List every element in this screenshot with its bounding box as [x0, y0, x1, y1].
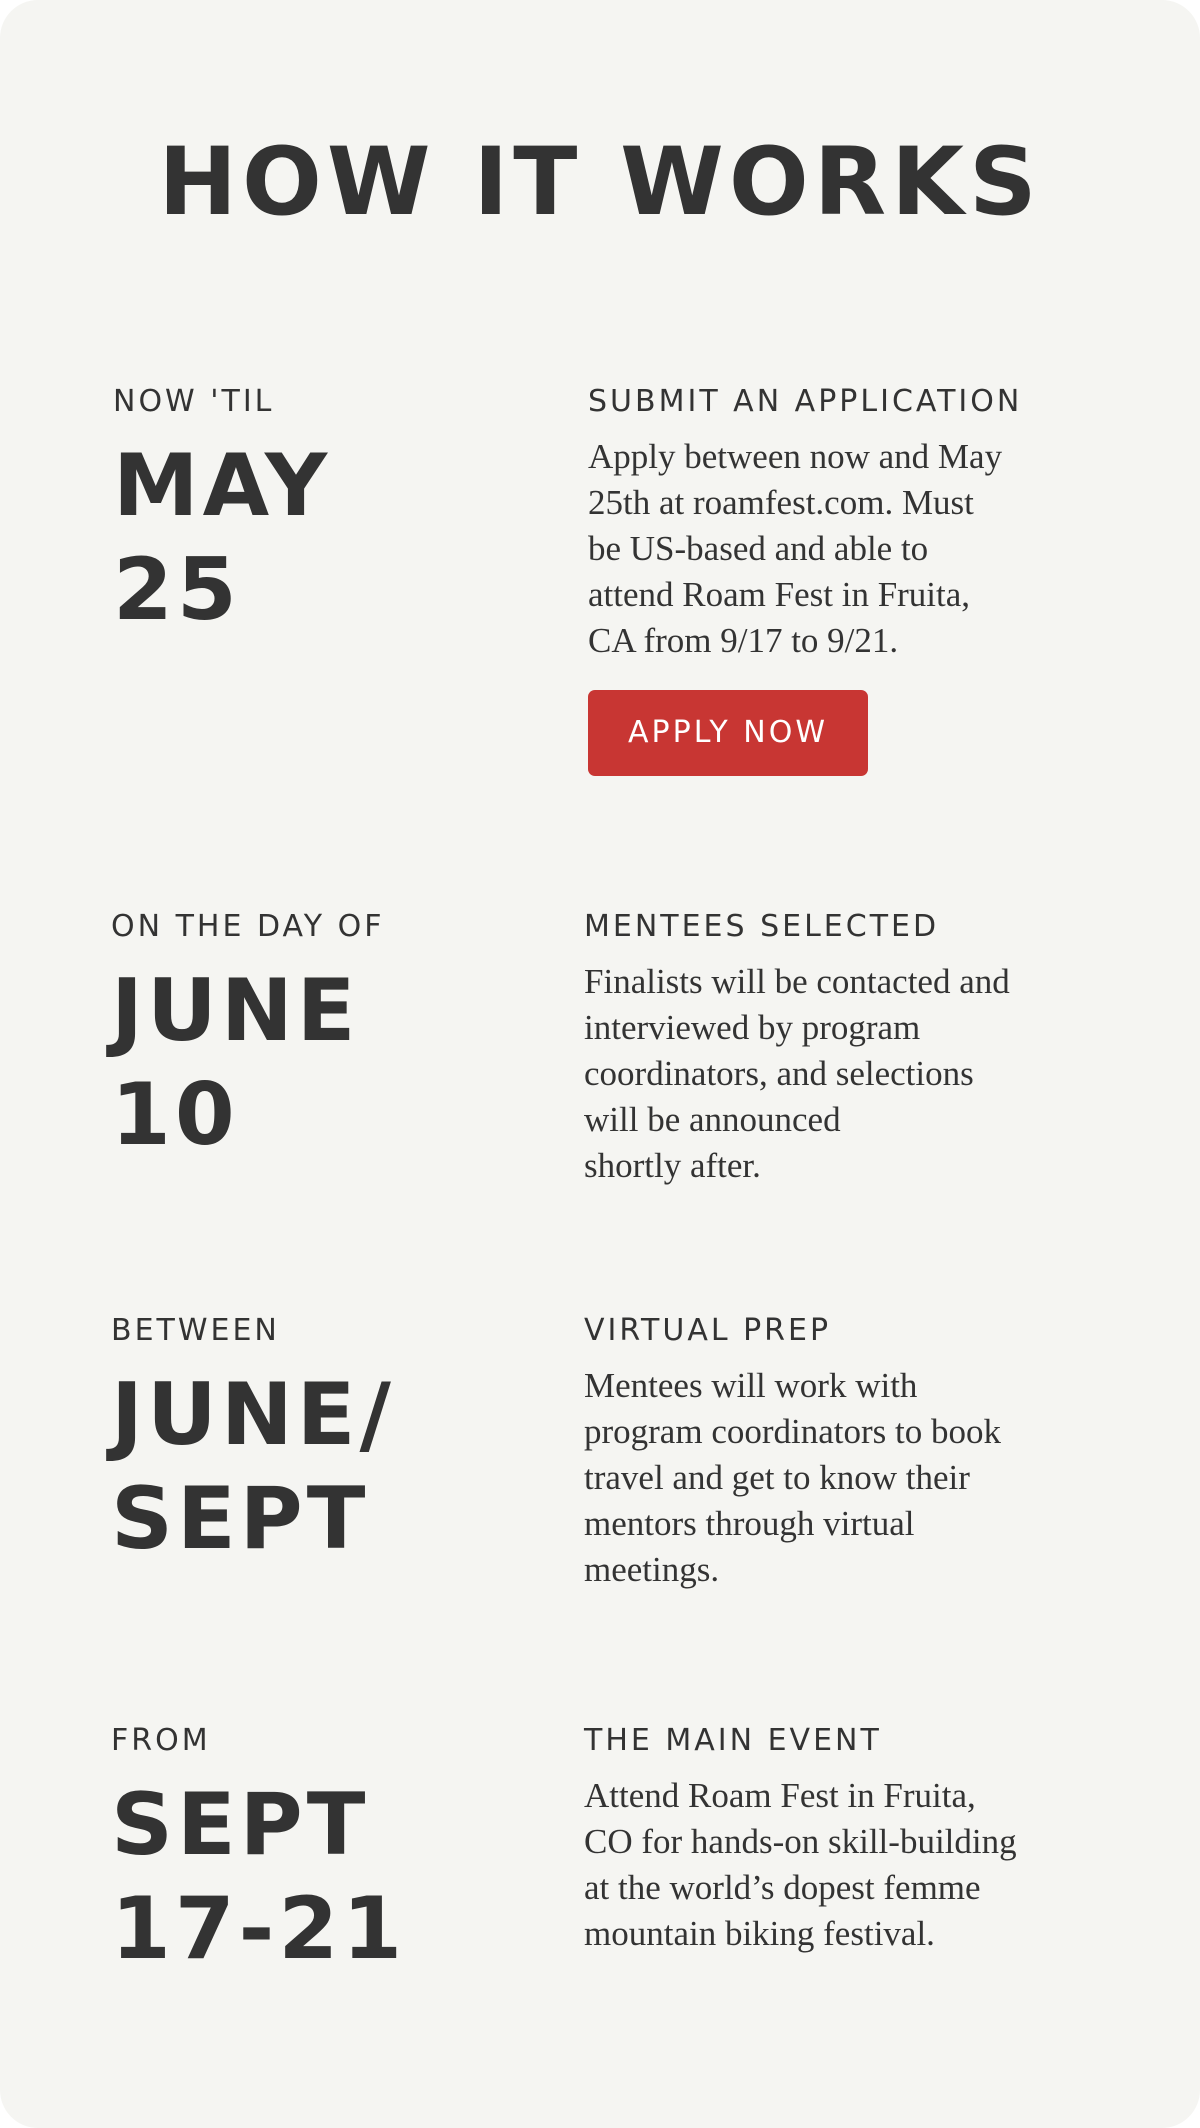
step-description [588, 384, 1098, 776]
date-line: 25 [113, 540, 241, 640]
date-label: FROM [111, 1723, 211, 1758]
step-date [111, 1723, 531, 1981]
date-label: ON THE DAY OF [111, 909, 385, 944]
step-description [584, 909, 1094, 1189]
date-label: BETWEEN [111, 1313, 280, 1348]
date-value [113, 434, 533, 642]
body-line: be US-based and able to [588, 529, 929, 568]
step-date [111, 909, 531, 1167]
body-line: CA from 9/17 to 9/21. [588, 621, 899, 660]
step-body [584, 959, 1094, 1189]
date-value [111, 1363, 531, 1571]
body-line: shortly after. [584, 1146, 761, 1185]
date-line: JUNE [111, 961, 360, 1061]
page-title: HOW IT WORKS [158, 128, 1042, 237]
body-line: travel and get to know their [584, 1458, 970, 1497]
body-line: Finalists will be contacted and [584, 962, 1010, 1001]
body-line: Attend Roam Fest in Fruita, [584, 1776, 976, 1815]
body-line: mountain biking festival. [584, 1914, 935, 1953]
date-value [111, 959, 531, 1167]
step-description [584, 1313, 1094, 1593]
date-line: SEPT [111, 1469, 370, 1569]
body-line: meetings. [584, 1550, 720, 1589]
body-line: program coordinators to book [584, 1412, 1001, 1451]
body-line: interviewed by program [584, 1008, 921, 1047]
body-line: at the world’s dopest femme [584, 1868, 981, 1907]
step-body [584, 1363, 1094, 1593]
date-label: NOW 'TIL [113, 384, 275, 419]
step-date [111, 1313, 531, 1571]
date-line: 10 [111, 1065, 239, 1165]
step-title: THE MAIN EVENT [584, 1723, 882, 1758]
step-title: SUBMIT AN APPLICATION [588, 384, 1023, 419]
body-line: Mentees will work with [584, 1366, 918, 1405]
step-body [584, 1773, 1094, 1957]
body-line: Apply between now and May [588, 437, 1003, 476]
apply-now-button[interactable]: APPLY NOW [588, 690, 868, 776]
body-line: coordinators, and selections [584, 1054, 974, 1093]
date-line: SEPT [111, 1775, 370, 1875]
body-line: will be announced [584, 1100, 841, 1139]
step-body [588, 434, 1098, 664]
step-description [584, 1723, 1094, 1957]
date-line: JUNE/ [111, 1365, 395, 1465]
date-line: 17-21 [111, 1879, 407, 1979]
body-line: 25th at roamfest.com. Must [588, 483, 974, 522]
step-date [113, 384, 533, 642]
step-title: VIRTUAL PREP [584, 1313, 832, 1348]
date-value [111, 1773, 531, 1981]
date-line: MAY [113, 436, 332, 536]
body-line: mentors through virtual [584, 1504, 915, 1543]
body-line: CO for hands-on skill-building [584, 1822, 1017, 1861]
step-title: MENTEES SELECTED [584, 909, 940, 944]
body-line: attend Roam Fest in Fruita, [588, 575, 971, 614]
